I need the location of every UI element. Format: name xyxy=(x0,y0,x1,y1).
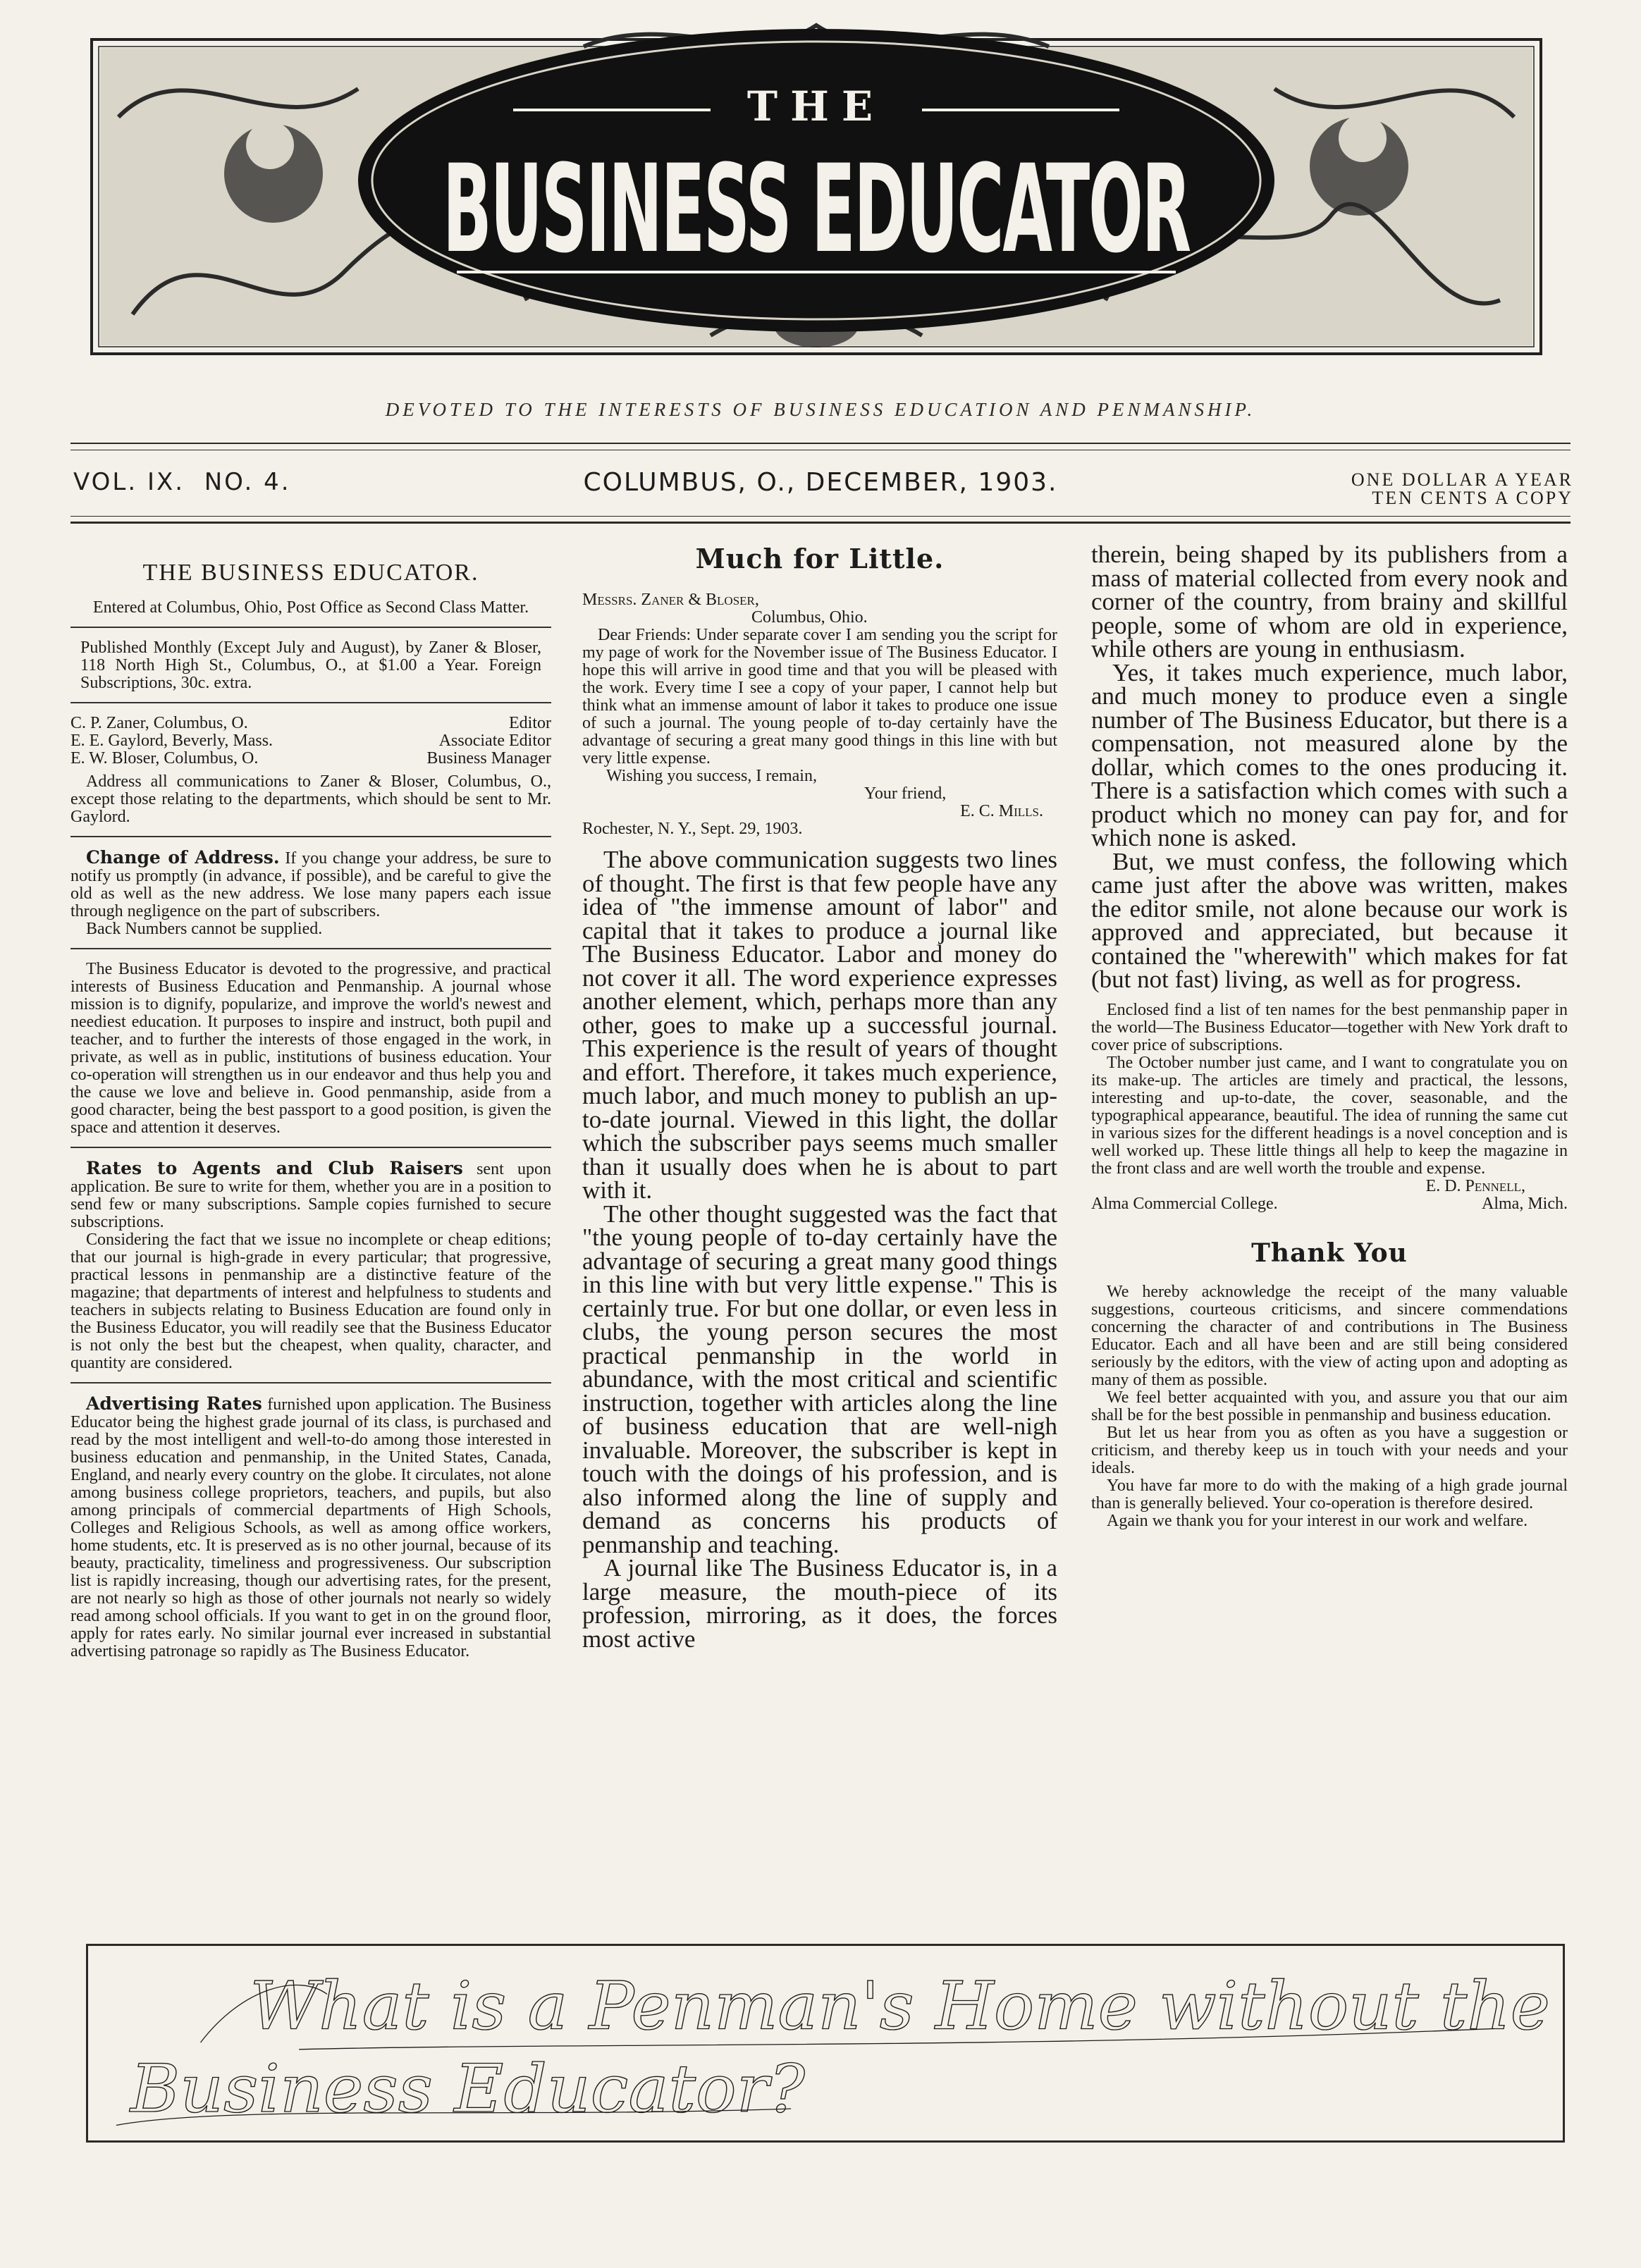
article-paragraph: therein, being shaped by its publishers from a mass of material collected from every nook and corner of the country, from brainy and skillful people, some of whom are old in experience, while others are young in enthusiasm. xyxy=(1091,541,1568,662)
letter-closing: Wishing you success, I remain, xyxy=(606,767,817,785)
letter-signature: E. D. Pennell, xyxy=(1425,1176,1525,1195)
script-line-2: Business Educator? xyxy=(128,2050,806,2128)
staff-list xyxy=(70,715,551,768)
staff-name: E. E. Gaylord, Beverly, Mass. xyxy=(70,732,274,750)
letter-closing-friend: Your friend, xyxy=(864,784,947,803)
letter-signature: E. C. Mills. xyxy=(960,802,1043,820)
letter-sender xyxy=(1091,1195,1568,1213)
masthead-tagline: DEVOTED TO THE INTERESTS OF BUSINESS EDUCATION AND PENMANSHIP. xyxy=(385,399,1256,420)
volume: VOL. IX. xyxy=(73,468,185,496)
staff-row xyxy=(70,750,551,768)
divider xyxy=(70,948,551,949)
article-body xyxy=(582,848,1057,1651)
sender-college: Alma Commercial College. xyxy=(1091,1194,1278,1213)
divider xyxy=(70,702,551,703)
change-body: If you change your address, be sure to notify us promptly (in advance, if possible), and be careful to give the old as well as the new address. We lose many papers each issue through negligence on the part of subscribers. xyxy=(70,849,551,920)
salutation-to: Messrs. Zaner & Bloser, xyxy=(582,591,759,609)
rates-heading: Rates to Agents and Club Raisers xyxy=(86,1158,463,1178)
article-paragraph: A journal like The Business Educator is, in a large measure, the mouth-piece of its profession, mirroring, as it does, the forces most active xyxy=(582,1554,1057,1653)
change-heading: Change of Address. xyxy=(86,847,280,868)
staff-row xyxy=(70,715,551,732)
advertising-rates xyxy=(70,1395,551,1660)
masthead-ornament xyxy=(90,4,1542,357)
mission-statement: The Business Educator is devoted to the progressive, and practical interests of Business Education and Penmanship. A journal whose mission is to dignify, popularize, and improve the world's newest and neediest education. It purposes to inspire and instruct, both pupil and teacher, and to further the interests of those engaged in the work, in private, as well as in public, institutions of business education. Your co-operation will strengthen us in our endeavor and thus help you and the cause we love and believe in. Good penmanship, aside from a good character, being the best passport to a good position, is given the space and attention it deserves. xyxy=(70,960,551,1137)
rule-mid-thin xyxy=(70,516,1571,517)
column-much-for-little xyxy=(582,543,1057,1651)
letter-body: Dear Friends: Under separate cover I am sending you the script for my page of work for the November issue of The Business Educator. I hope this will arrive in good time and that you will be pleased with the work. Every time I see a copy of your paper, I cannot help but think what an immense amount of labor it takes to produce one issue of such a journal. The young people of to-day certainly have the advantage of securing a great many good things in this line with but very little expense. xyxy=(582,626,1057,768)
staff-role: Business Manager xyxy=(426,749,551,768)
letter-paragraph: The October number just came, and I want to congratulate you on its make-up. The articles are timely and practical, the lessons, interesting and up-to-date, the cover, seasonable, and the typographical appearance, beautiful. The idea of running the same cut in various sizes for the different headings is a novel conception and is well worked up. These little things all help to keep the magazine in the front class and are well worth the trouble and expense. xyxy=(1091,1053,1568,1178)
issue-number: NO. 4. xyxy=(204,468,291,496)
thank-paragraph: We hereby acknowledge the receipt of the many valuable suggestions, courteous criticisms, and sincere commendations concerning the character of and contributions in The Business Educator. Each and all have been and are still being considered seriously by the editors, with the view of acting upon and adopting as many of them as possible. xyxy=(1091,1282,1568,1389)
divider xyxy=(70,1382,551,1383)
letter-place-date: Rochester, N. Y., Sept. 29, 1903. xyxy=(582,820,803,838)
price-box xyxy=(1294,471,1573,507)
change-of-address xyxy=(70,849,551,938)
article-heading: Much for Little. xyxy=(695,543,945,574)
article-paragraph: But, we must confess, the following which came just after the above was written, makes the editor smile, not alone because our work is approved and appreciated, but because it contained the "wherewith" which makes for fat (but not fast) living, as well as for progress. xyxy=(1091,847,1568,993)
masthead-banner xyxy=(90,4,1542,357)
thank-you-notice xyxy=(1091,1283,1568,1530)
masthead-the: THE xyxy=(746,82,886,130)
advertising-heading: Advertising Rates xyxy=(86,1393,262,1414)
dateline: COLUMBUS, O., DECEMBER, 1903. xyxy=(583,468,1058,497)
penmanship-script-box xyxy=(86,1944,1565,2143)
considering-paragraph: Considering the fact that we issue no incomplete or cheap editions; that our journal is high-grade in every particular; that progressive, practical lessons in penmanship are a distinctive feature of the magazine; that departments of interest and helpfulness to students and teachers in subjects relating to Business Education are found only in the Business Educator, you will readily see that the Business Educator is not only the best but the cheapest, when quality, character, and quantity are considered. xyxy=(70,1231,551,1372)
advertising-body: furnished upon application. The Business Educator being the highest grade journal of its class, is purchased and read by the most intelligent and well-to-do among those interested in business education and penmanship, in the United States, Canada, England, and nearly every country on the globe. It circulates, not alone among business college proprietors, teachers, and pupils, but also among principals of commercial departments of High Schools, Colleges and Religious Schools, as well as among office workers, home students, etc. It is preserved as is no other journal, because of its beauty, practicality, timeliness and progressiveness. Our subscription list is rapidly increasing, though our advertising rates, for the present, are not nearly so high as those of other journals not nearly so widely read among school officials. If you want to get in on the ground floor, apply for rates early. No similar journal ever increased in substantial advertising patronage so rapidly as The Business Educator. xyxy=(70,1395,552,1660)
sender-city: Alma, Mich. xyxy=(1482,1194,1568,1213)
column-publishers-notes xyxy=(70,543,551,1660)
masthead-title: BUSINESS EDUCATOR xyxy=(443,138,1191,280)
staff-role: Editor xyxy=(509,714,551,732)
entered-notice: Entered at Columbus, Ohio, Post Office as Second Class Matter. xyxy=(92,598,529,617)
divider xyxy=(70,627,551,628)
staff-name: E. W. Bloser, Columbus, O. xyxy=(70,749,259,768)
back-numbers-note: Back Numbers cannot be supplied. xyxy=(86,920,323,938)
thank-paragraph: But let us hear from you as often as you have a suggestion or criticism, and thereby keep us in touch with your needs and your ideals. xyxy=(1091,1423,1568,1477)
article-paragraph: The other thought suggested was the fact that "the young people of to-day certainly have the advantage of securing a great many good things in this line with but very little expense." This is certainly true. For but one dollar, or even less in clubs, the young person secures the most practical penmanship in the world in abundance, with the most critical and scientific instruction, together with articles along the line of business education that are well-nigh invaluable. Moreover, the subscriber is kept in touch with the doings of his profession, and is also informed along the line of supply and demand as concerns his products of penmanship and teaching. xyxy=(582,1200,1057,1558)
staff-row xyxy=(70,732,551,750)
script-lettering xyxy=(88,1946,1563,2140)
divider xyxy=(70,1147,551,1148)
thank-paragraph: Again we thank you for your interest in our work and welfare. xyxy=(1107,1511,1528,1530)
address-notice: Address all communications to Zaner & Bloser, Columbus, O., except those relating to the departments, which should be sent to Mr. Gaylord. xyxy=(70,772,551,826)
rule-top xyxy=(70,443,1571,444)
agent-rates xyxy=(70,1159,551,1372)
column-continued xyxy=(1091,543,1568,1530)
thank-paragraph: We feel better acquainted with you, and assure you that our aim shall be for the best possible in penmanship and business education. xyxy=(1091,1388,1568,1424)
price-year: ONE DOLLAR A YEAR xyxy=(1351,469,1573,490)
staff-role: Associate Editor xyxy=(438,732,551,750)
publication-info: Published Monthly (Except July and August), by Zaner & Bloser, 118 North High St., Columbus, O., at $1.00 a Year. Foreign Subscriptions, 30c. extra. xyxy=(80,639,541,692)
rates-body: sent upon application. Be sure to write for them, whether you are in a position to send few or many subscriptions. Sample copies furnished to secure subscriptions. xyxy=(70,1160,551,1231)
thank-you-heading: Thank You xyxy=(1251,1238,1408,1268)
thank-paragraph: You have far more to do with the making of a high grade journal than is generally believed. Your co-operation is therefore desired. xyxy=(1091,1476,1568,1512)
price-copy: TEN CENTS A COPY xyxy=(1372,488,1573,508)
letter-pennell xyxy=(1091,1002,1568,1213)
divider xyxy=(70,836,551,837)
rule-mid xyxy=(70,522,1571,524)
article-continued xyxy=(1091,543,1568,992)
letter-mills xyxy=(582,591,1057,838)
staff-name: C. P. Zaner, Columbus, O. xyxy=(70,714,248,732)
col1-title: THE BUSINESS EDUCATOR. xyxy=(142,560,479,586)
script-line-1: What is a Penman's Home without the xyxy=(250,1968,1551,2045)
letter-paragraph: Enclosed find a list of ten names for the best penmanship paper in the world—The Business Educator—together with New York draft to cover price of subscriptions. xyxy=(1091,1000,1568,1054)
article-paragraph: The above communication suggests two lines of thought. The first is that few people have any idea of "the immense amount of labor" and capital that it takes to produce a journal like The Business Educator. Labor and money do not cover it all. The word experience expresses another element, which, perhaps more than any other, goes to make up a successful journal. This experience is the result of years of thought and effort. Therefore, it takes much experience, much labor, and much money to publish an up-to-date journal. Viewed in this light, the dollar which the subscriber pays seems much smaller than it usually does when he is about to part with it. xyxy=(582,846,1057,1204)
salutation-city: Columbus, Ohio. xyxy=(751,608,868,627)
article-paragraph: Yes, it takes much experience, much labor, and much money to produce even a single number of The Business Educator, but there is a compensation, not measured alone by the dollar, which comes to the ones producing it. There is a satisfaction which comes with such a product which no money can pay for, and for which none is asked. xyxy=(1091,658,1568,851)
